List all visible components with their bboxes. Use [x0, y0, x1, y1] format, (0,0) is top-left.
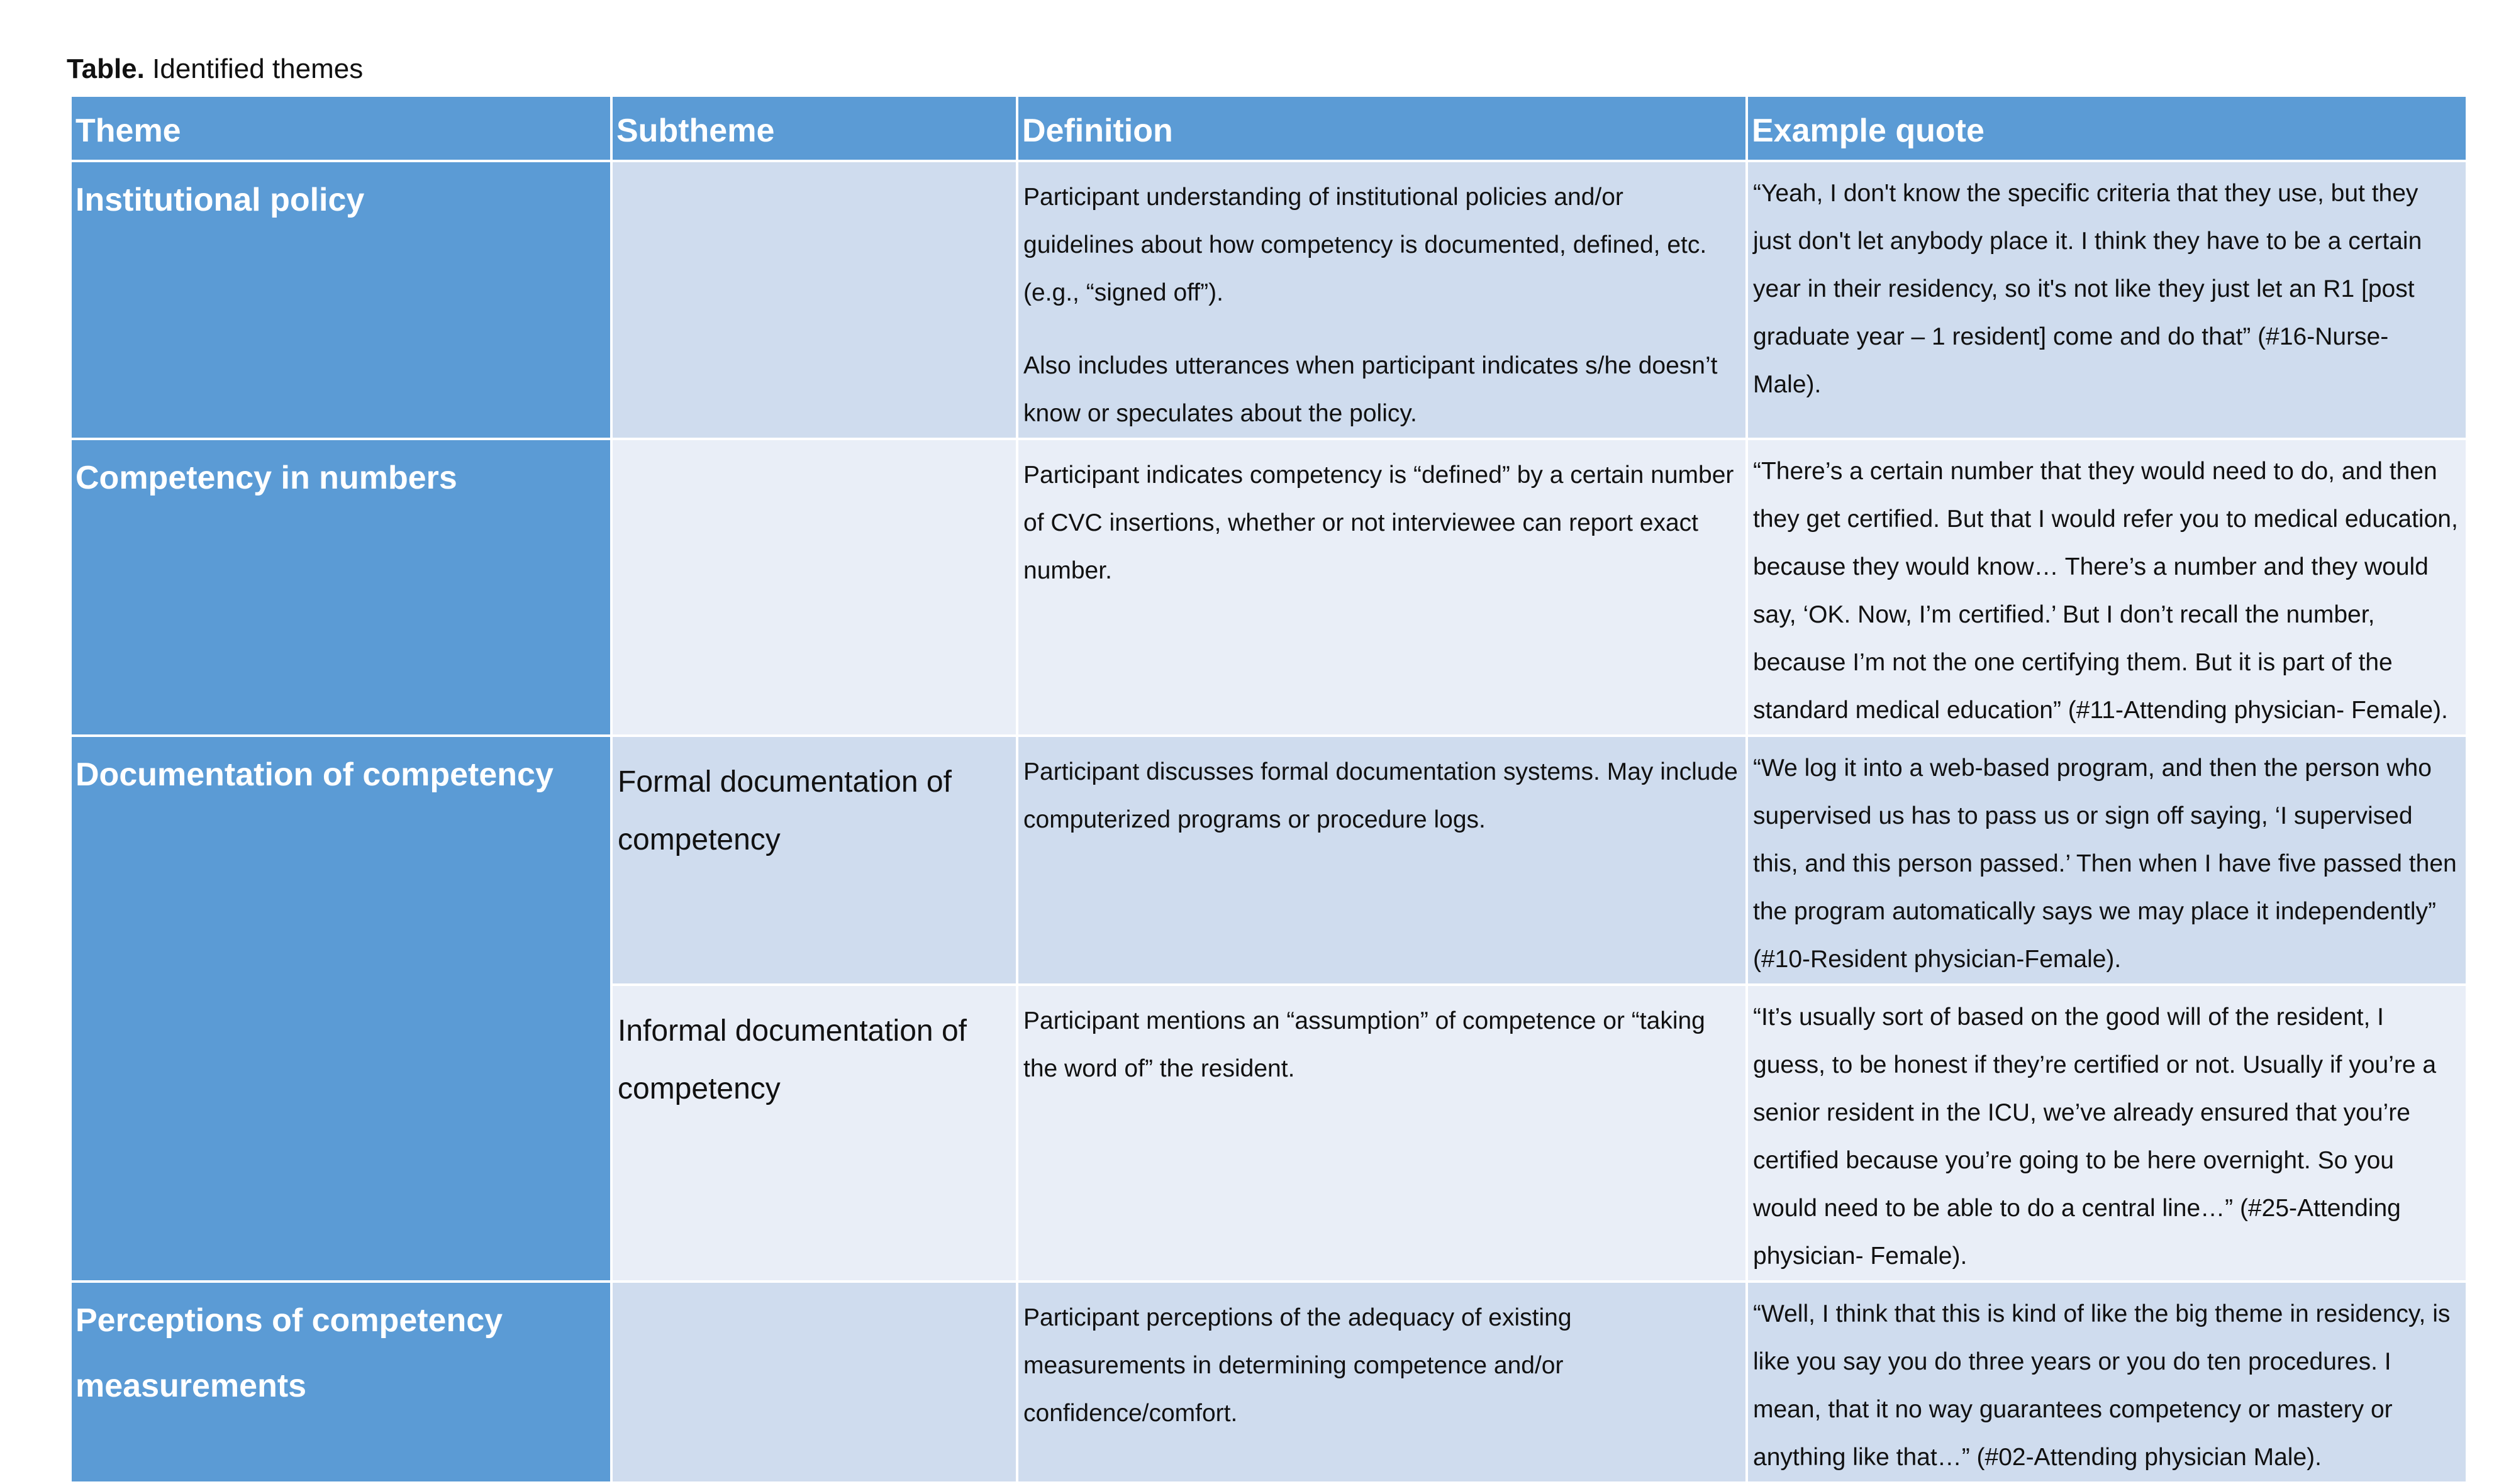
- quote-cell: “We log it into a web-based program, and then the person who supervised us has to pass us or sign off saying, ‘I supervised this, and this person passed.’ Then when I have five passed then the program automatically says we may place it independently” (#10-Resident physician-Female).: [1747, 736, 2467, 985]
- theme-cell: Institutional policy: [70, 161, 611, 439]
- theme-cell: Competency in numbers: [70, 439, 611, 736]
- header-theme: Theme: [70, 96, 611, 161]
- definition-paragraph: Also includes utterances when participant indicates s/he doesn’t know or speculates about the policy.: [1023, 352, 1718, 427]
- subtheme-cell: [611, 161, 1017, 439]
- table-row: [70, 1282, 2467, 1483]
- definition-paragraph: Participant indicates competency is “defined” by a certain number of CVC insertions, whether or not interviewee can report exact number.: [1023, 462, 1734, 584]
- subtheme-cell: [611, 1282, 1017, 1483]
- definition-cell: [1017, 985, 1747, 1282]
- theme-cell: Perceptions of competency measurements: [70, 1282, 611, 1483]
- definition-cell: [1017, 439, 1747, 736]
- table-row: [70, 439, 2467, 736]
- definition-paragraph: Participant mentions an “assumption” of competence or “taking the word of” the resident.: [1023, 1007, 1705, 1082]
- quote-cell: “Yeah, I don't know the specific criteria that they use, but they just don't let anybody place it. I think they have to be a certain year in their residency, so it's not like they just let an R1 [post graduate year – 1 resident] come and do that” (#16-Nurse- Male).: [1747, 161, 2467, 439]
- table-caption-text: Identified themes: [152, 53, 364, 84]
- definition-cell: [1017, 736, 1747, 985]
- header-subtheme: Subtheme: [611, 96, 1017, 161]
- themes-table: [69, 94, 2468, 1484]
- table-row: [70, 736, 2467, 985]
- table-caption-label: Table.: [67, 53, 145, 84]
- table-row: [70, 161, 2467, 439]
- definition-paragraph: Participant perceptions of the adequacy of existing measurements in determining competence and/or confidence/comfort.: [1023, 1304, 1572, 1427]
- definition-cell: [1017, 1282, 1747, 1483]
- definition-paragraph: Participant discusses formal documentation systems. May include computerized programs or procedure logs.: [1023, 758, 1738, 833]
- header-row: [70, 96, 2467, 161]
- quote-cell: “There’s a certain number that they would need to do, and then they get certified. But that I would refer you to medical education, because they would know… There’s a number and they would say, ‘OK. Now, I’m certified.’ But I don’t recall the number, because I’m not the one certifying them. But it is part of the standard medical education” (#11-Attending physician- Female).: [1747, 439, 2467, 736]
- subtheme-cell: Formal documentation of competency: [611, 736, 1017, 985]
- theme-cell: Documentation of competency: [70, 736, 611, 1282]
- definition-paragraph: Participant understanding of institutional policies and/or guidelines about how competency is documented, defined, etc. (e.g., “signed off”).: [1023, 184, 1707, 306]
- subtheme-cell: Informal documentation of competency: [611, 985, 1017, 1282]
- quote-cell: “Well, I think that this is kind of like the big theme in residency, is like you say you do three years or you do ten procedures. I mean, that it no way guarantees competency or mastery or anything like that…” (#02-Attending physician Male).: [1747, 1282, 2467, 1483]
- subtheme-cell: [611, 439, 1017, 736]
- table-caption: [67, 50, 363, 88]
- definition-cell: [1017, 161, 1747, 439]
- header-example-quote: Example quote: [1747, 96, 2467, 161]
- quote-cell: “It’s usually sort of based on the good will of the resident, I guess, to be honest if they’re certified or not. Usually if you’re a senior resident in the ICU, we’ve already ensured that you’re certified because you’re going to be here overnight. So you would need to be able to do a central line…” (#25-Attending physician- Female).: [1747, 985, 2467, 1282]
- header-definition: Definition: [1017, 96, 1747, 161]
